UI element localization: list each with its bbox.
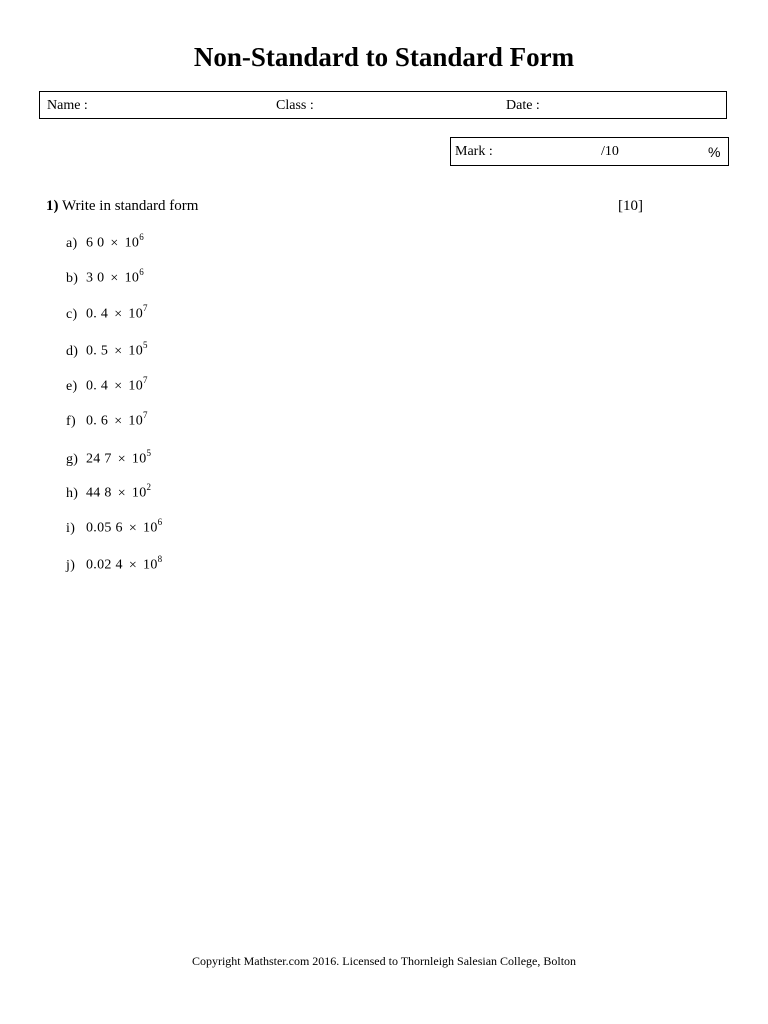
times-sign: × [128, 557, 138, 573]
part-base: 10 [128, 343, 144, 359]
part-letter: g) [66, 451, 79, 467]
question-part [66, 341, 148, 360]
part-letter: h) [66, 485, 79, 501]
part-exponent: 7 [143, 375, 148, 385]
part-coefficient: 0.05 6 [86, 520, 123, 536]
times-sign: × [114, 343, 123, 359]
part-coefficient: 3 0 [86, 270, 105, 286]
mark-label: Mark : [455, 144, 493, 159]
part-letter: c) [66, 306, 78, 322]
question-part [66, 518, 162, 537]
part-base: 10 [128, 413, 144, 429]
part-base: 10 [131, 451, 147, 467]
page-title: Non-Standard to Standard Form [193, 42, 575, 72]
part-base: 10 [124, 235, 140, 251]
mark-percent: % [708, 144, 721, 160]
mark-total: /10 [601, 144, 619, 159]
part-letter: d) [66, 343, 79, 359]
question-part [66, 376, 148, 395]
copyright-footer: Copyright Mathster.com 2016. Licensed to Thornleigh Salesian College, Bolton [191, 954, 577, 968]
times-sign: × [114, 306, 123, 322]
part-coefficient: 0. 4 [86, 306, 109, 322]
times-sign: × [114, 378, 123, 394]
part-exponent: 7 [143, 303, 148, 313]
part-base: 10 [143, 520, 158, 536]
question-number: 1) [46, 198, 59, 214]
part-base: 10 [128, 306, 144, 322]
part-exponent: 2 [146, 482, 152, 492]
part-base: 10 [128, 378, 144, 394]
question-heading [46, 198, 198, 215]
times-sign: × [110, 270, 119, 286]
name-label: Name : [47, 98, 88, 113]
part-coefficient: 6 0 [86, 235, 105, 251]
question-part [66, 411, 148, 430]
times-sign: × [117, 451, 126, 467]
student-info-box [39, 91, 727, 119]
part-exponent: 5 [143, 340, 148, 350]
part-letter: i) [66, 520, 76, 536]
part-exponent: 7 [143, 410, 148, 420]
part-coefficient: 0.02 4 [86, 557, 123, 573]
part-exponent: 8 [157, 554, 163, 564]
question-part [66, 449, 151, 468]
part-coefficient: 0. 4 [86, 378, 109, 394]
question-part [66, 304, 148, 323]
question-part [66, 483, 151, 502]
part-coefficient: 44 8 [86, 485, 112, 501]
part-letter: f) [66, 413, 76, 429]
part-base: 10 [124, 270, 140, 286]
times-sign: × [114, 413, 123, 429]
part-coefficient: 0. 5 [86, 343, 109, 359]
question-marks: [10] [618, 198, 643, 214]
part-exponent: 6 [139, 267, 145, 277]
part-exponent: 6 [157, 517, 163, 527]
part-coefficient: 0. 6 [86, 413, 109, 429]
question-part [66, 555, 162, 574]
question-text: Write in standard form [61, 198, 199, 214]
times-sign: × [117, 485, 126, 501]
part-letter: e) [66, 378, 78, 394]
times-sign: × [128, 520, 138, 536]
part-exponent: 6 [139, 232, 145, 242]
part-letter: b) [66, 270, 79, 286]
part-base: 10 [131, 485, 147, 501]
question-part [66, 233, 144, 252]
question-part [66, 268, 144, 287]
class-label: Class : [276, 98, 314, 113]
mark-box [450, 137, 729, 166]
part-base: 10 [143, 557, 158, 573]
part-letter: a) [66, 235, 78, 251]
part-exponent: 5 [146, 448, 152, 458]
date-label: Date : [506, 98, 540, 113]
times-sign: × [110, 235, 119, 251]
part-letter: j) [66, 557, 76, 573]
part-coefficient: 24 7 [86, 451, 112, 467]
